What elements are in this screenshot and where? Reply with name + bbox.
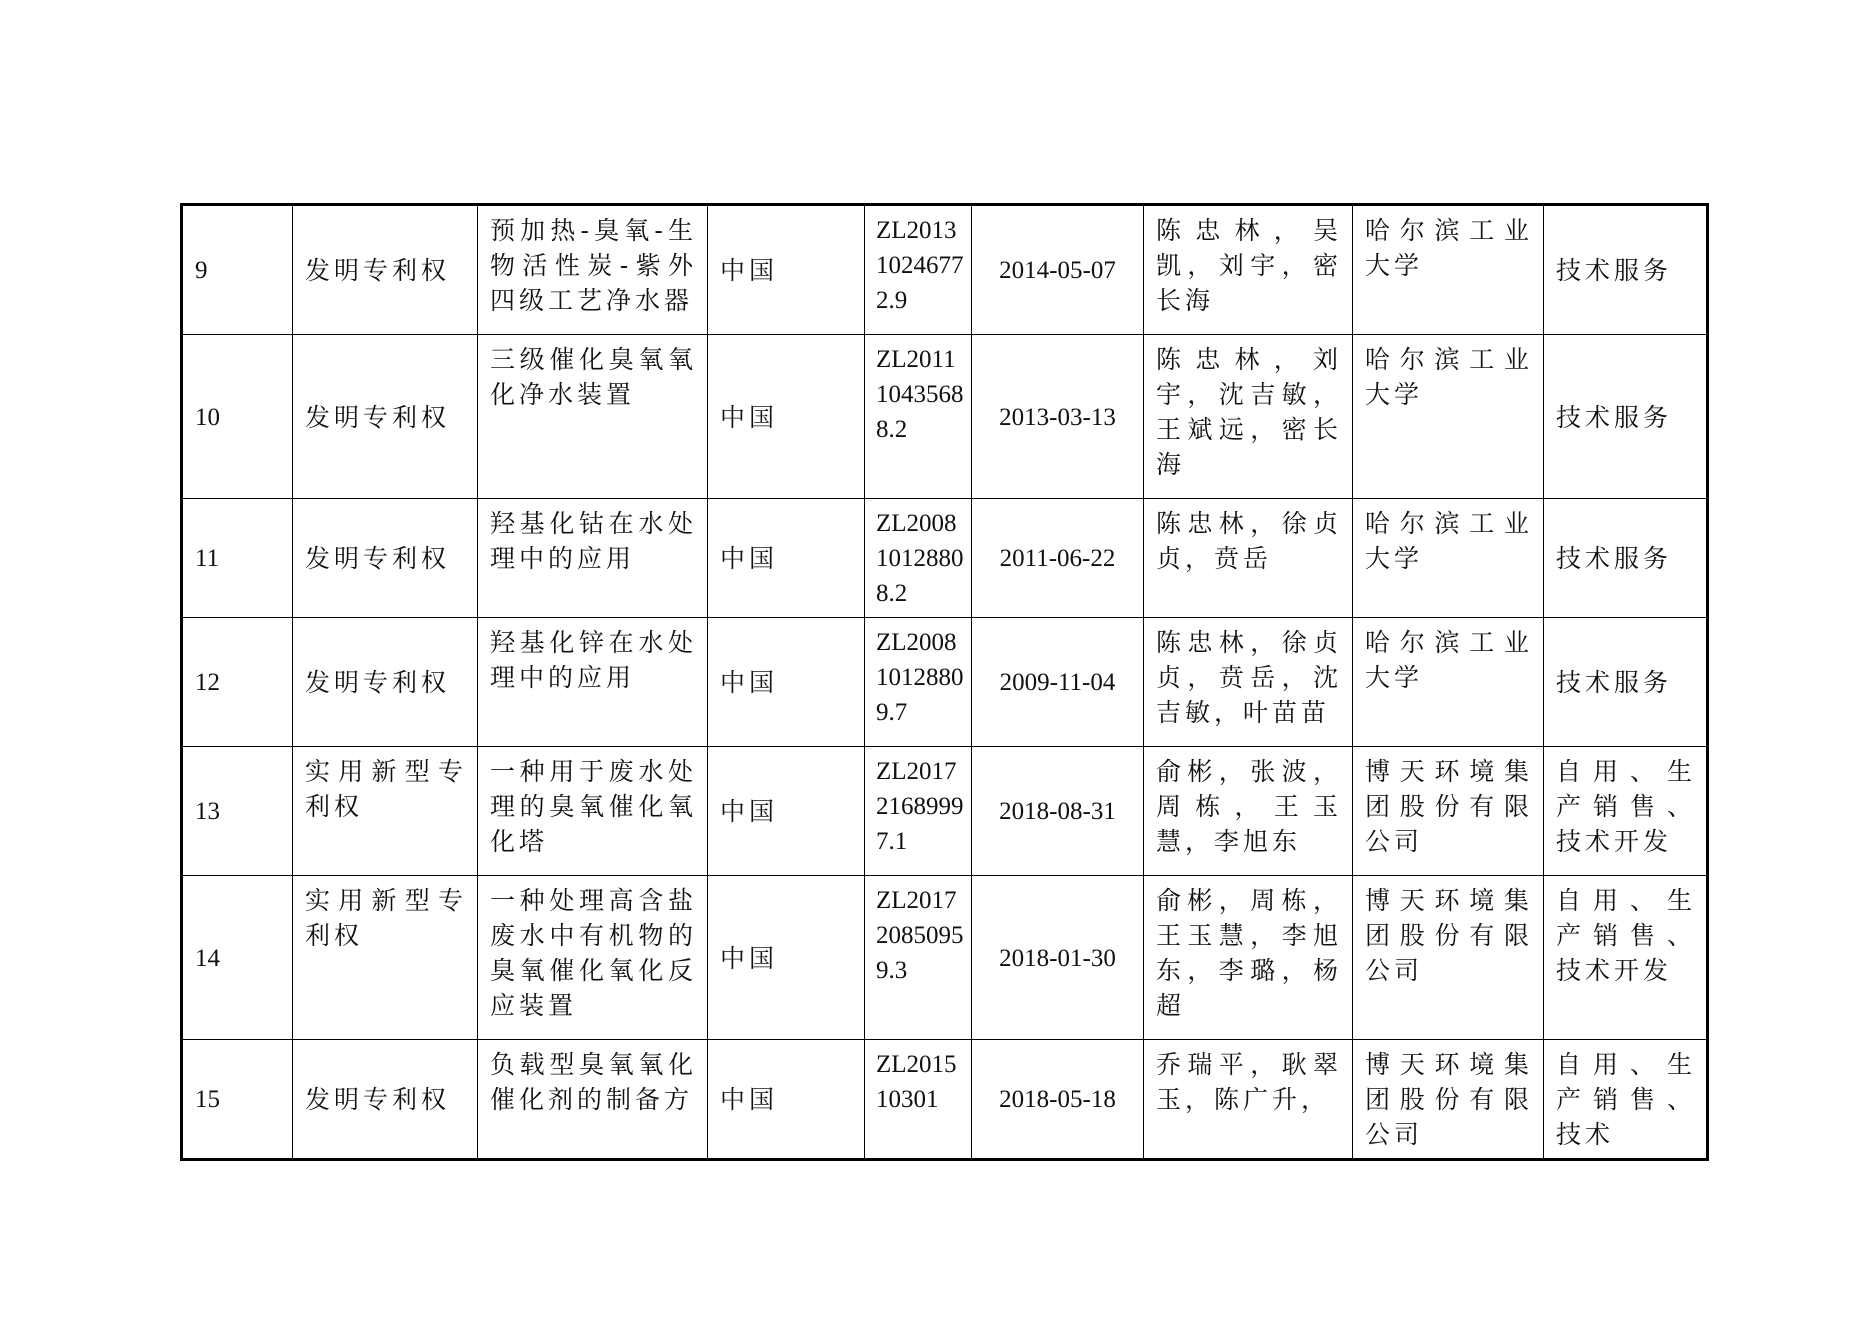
patent-type: 发明专利权 (293, 499, 478, 618)
patent-country: 中国 (708, 618, 865, 747)
patent-name: 一种处理高含盐废水中有机物的臭氧催化氧化反应装置 (478, 876, 708, 1040)
patent-type: 发明专利权 (293, 205, 478, 335)
patent-inventors: 俞彬，周栋，王玉慧，李旭东，李璐，杨超 (1144, 876, 1353, 1040)
patent-country: 中国 (708, 499, 865, 618)
patent-name: 羟基化钴在水处理中的应用 (478, 499, 708, 618)
patent-use: 技术服务 (1544, 499, 1708, 618)
row-number: 14 (182, 876, 293, 1040)
patent-use: 自用、生产销售、技术开发 (1544, 876, 1708, 1040)
patent-date: 2014-05-07 (972, 205, 1144, 335)
row-number: 11 (182, 499, 293, 618)
table-row (182, 876, 1708, 1040)
patent-date: 2018-05-18 (972, 1040, 1144, 1160)
patent-table (180, 203, 1709, 1161)
patent-use: 技术服务 (1544, 335, 1708, 499)
patent-name: 预加热-臭氧-生物活性炭-紫外四级工艺净水器 (478, 205, 708, 335)
patent-owner: 博天环境集团股份有限公司 (1353, 1040, 1544, 1160)
patent-name: 一种用于废水处理的臭氧催化氧化塔 (478, 747, 708, 876)
table-row (182, 618, 1708, 747)
patent-number: ZL201110435688.2 (865, 335, 972, 499)
patent-country: 中国 (708, 747, 865, 876)
row-number: 12 (182, 618, 293, 747)
patent-owner: 哈尔滨工业大学 (1353, 618, 1544, 747)
row-number: 10 (182, 335, 293, 499)
patent-number: ZL201510301 (865, 1040, 972, 1160)
patent-number: ZL200810128808.2 (865, 499, 972, 618)
table-row (182, 335, 1708, 499)
patent-inventors: 陈忠林，刘宇，沈吉敏，王斌远，密长海 (1144, 335, 1353, 499)
patent-type: 实用新型专利权 (293, 876, 478, 1040)
table-row (182, 1040, 1708, 1160)
patent-owner: 哈尔滨工业大学 (1353, 335, 1544, 499)
patent-type: 发明专利权 (293, 1040, 478, 1160)
patent-date: 2018-01-30 (972, 876, 1144, 1040)
patent-inventors: 俞彬，张波，周栋，王玉慧，李旭东 (1144, 747, 1353, 876)
patent-date: 2018-08-31 (972, 747, 1144, 876)
patent-owner: 博天环境集团股份有限公司 (1353, 747, 1544, 876)
patent-name: 负载型臭氧氧化催化剂的制备方 (478, 1040, 708, 1160)
patent-owner: 哈尔滨工业大学 (1353, 205, 1544, 335)
patent-date: 2009-11-04 (972, 618, 1144, 747)
row-number: 15 (182, 1040, 293, 1160)
patent-inventors: 乔瑞平，耿翠玉，陈广升， (1144, 1040, 1353, 1160)
patent-type: 发明专利权 (293, 335, 478, 499)
table-row (182, 205, 1708, 335)
patent-country: 中国 (708, 335, 865, 499)
patent-number: ZL201720850959.3 (865, 876, 972, 1040)
patent-type: 发明专利权 (293, 618, 478, 747)
patent-date: 2011-06-22 (972, 499, 1144, 618)
patent-inventors: 陈忠林，徐贞贞，贲岳，沈吉敏，叶苗苗 (1144, 618, 1353, 747)
patent-country: 中国 (708, 876, 865, 1040)
patent-type: 实用新型专利权 (293, 747, 478, 876)
table-row (182, 499, 1708, 618)
patent-owner: 博天环境集团股份有限公司 (1353, 876, 1544, 1040)
patent-use: 自用、生产销售、技术 (1544, 1040, 1708, 1160)
patent-number: ZL201310246772.9 (865, 205, 972, 335)
patent-number: ZL201721689997.1 (865, 747, 972, 876)
patent-country: 中国 (708, 1040, 865, 1160)
patent-use: 技术服务 (1544, 205, 1708, 335)
table-row (182, 747, 1708, 876)
patent-inventors: 陈忠林，徐贞贞，贲岳 (1144, 499, 1353, 618)
patent-country: 中国 (708, 205, 865, 335)
patent-name: 羟基化锌在水处理中的应用 (478, 618, 708, 747)
patent-use: 自用、生产销售、技术开发 (1544, 747, 1708, 876)
patent-owner: 哈尔滨工业大学 (1353, 499, 1544, 618)
patent-number: ZL200810128809.7 (865, 618, 972, 747)
row-number: 9 (182, 205, 293, 335)
patent-date: 2013-03-13 (972, 335, 1144, 499)
patent-name: 三级催化臭氧氧化净水装置 (478, 335, 708, 499)
row-number: 13 (182, 747, 293, 876)
patent-inventors: 陈忠林，吴凯，刘宇，密长海 (1144, 205, 1353, 335)
patent-use: 技术服务 (1544, 618, 1708, 747)
